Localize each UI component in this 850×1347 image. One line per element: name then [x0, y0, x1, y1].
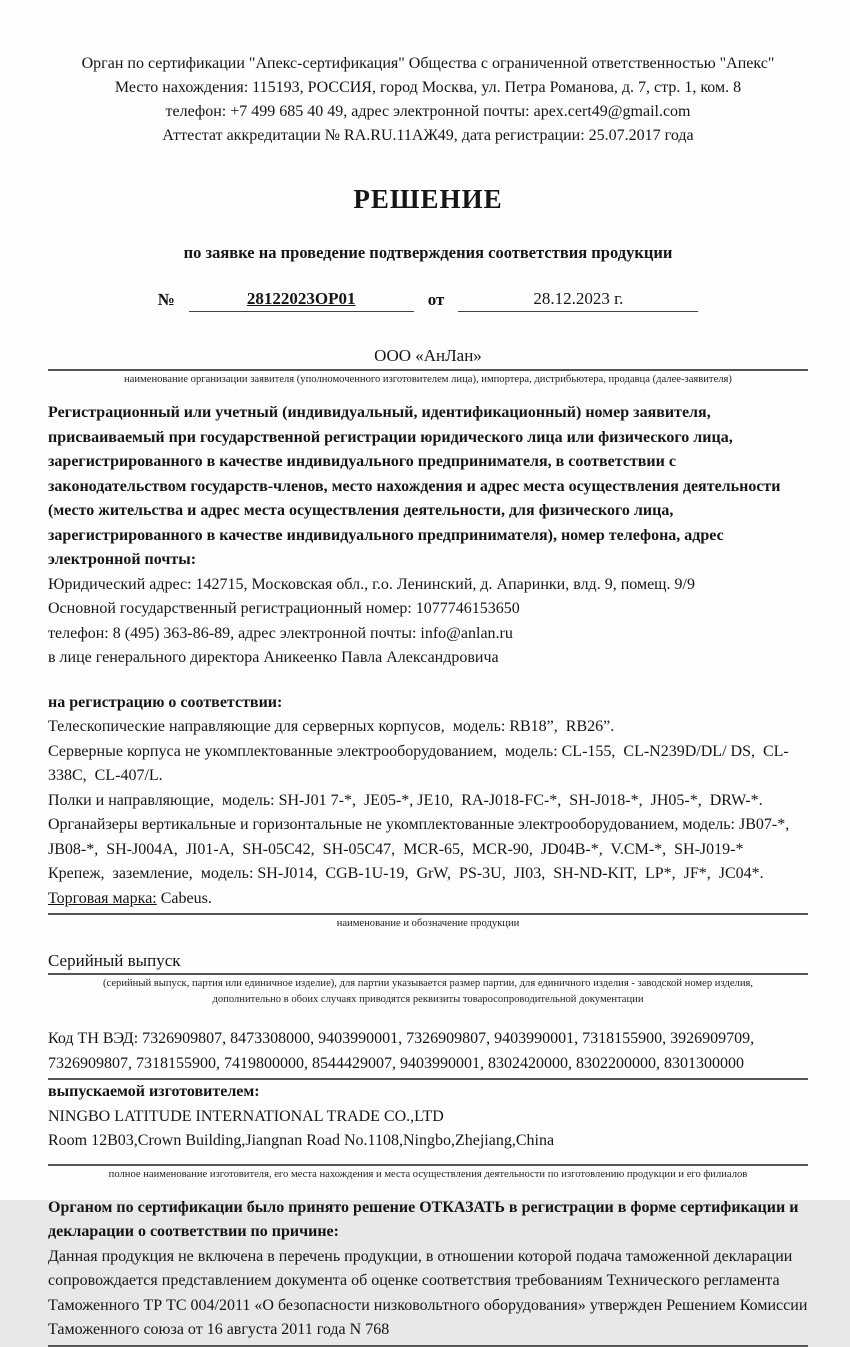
- page-title: РЕШЕНИЕ: [353, 184, 503, 214]
- manufacturer-address: Room 12B03,Crown Building,Jiangnan Road No.1108,Ningbo,Zhejiang,China: [48, 1129, 808, 1166]
- products-field-caption: наименование и обозначение продукции: [336, 918, 520, 929]
- date-label: от: [427, 290, 445, 309]
- certification-body-header: [48, 52, 808, 148]
- director-line: в лице генерального директора Аникеенко Павла Александровича: [48, 649, 499, 666]
- serial-production-field: Серийный выпуск: [48, 951, 808, 975]
- product-line-shelves-organizers: Полки и направляющие, модель: SH-J01 7-*, JE05-*, JE10, RA-J018-FC-*, SH-J018-*, JH05-*, DRW-*. Органайзеры вертикальные и горизонтальные не укомплектованные электрооборудованием, модель: JB07-*, JB08-*, SH-J004A, JI01-A, SH-05C42, SH-05C47, MCR-65, MCR-90, JD04B-*, V.CM-*, SH-J019-*: [48, 791, 798, 858]
- cert-body-contacts: телефон: +7 499 685 40 49, адрес электронной почты: apex.cert49@gmail.com: [165, 103, 691, 120]
- manufacturer-field-caption: полное наименование изготовителя, его места нахождения и места осуществления деятельности по изготовлению продукции и его филиалов: [108, 1168, 748, 1180]
- document-number-value: 28122023ОР01: [246, 289, 356, 308]
- legal-address-line: Юридический адрес: 142715, Московская обл., г.о. Ленинский, д. Апаринки, влд. 9, помещ. 9/9: [48, 575, 695, 593]
- product-line-rails: Телескопические направляющие для серверных корпусов, модель: RB18”, RB26”.: [48, 718, 615, 735]
- number-label: №: [157, 290, 175, 309]
- applicant-field-caption: наименование организации заявителя (уполномоченного изготовителем лица), импортера, дистрибьютера, продавца (далее-заявителя): [124, 374, 732, 385]
- fasteners-models: Крепеж, заземление, модель: SH-J014, CGB-1U-19, GrW, PS-3U, JI03, SH-ND-KIT, LP*, JF*, JC04*.: [48, 865, 768, 882]
- trademark-label: Торговая марка:: [48, 889, 157, 907]
- products-heading: на регистрацию о соответствии:: [48, 693, 283, 711]
- decision-reason: Данная продукция не включена в перечень продукции, в отношении которой подача таможенной декларации сопровождается представлением документа об оценке соответствия требованиям Технического регламента Таможенного ТР ТС 004/2011 «О безопасности низковольтного оборудования» утвержден Решением Комиссии Таможенного союза от 16 августа 2011 года N 768: [48, 1245, 808, 1347]
- manufacturer-heading: выпускаемой изготовителем:: [48, 1083, 260, 1100]
- document-number-row: [48, 289, 808, 312]
- ogrn-line: Основной государственный регистрационный номер: 1077746153650: [48, 600, 520, 617]
- applicant-name-field: ООО «АнЛан»: [48, 346, 808, 371]
- cert-body-accreditation: Аттестат аккредитации № RA.RU.11АЖ49, дата регистрации: 25.07.2017 года: [162, 127, 694, 144]
- serial-field-caption-line1: (серийный выпуск, партия или единичное изделие), для партии указывается размер партии, для единичного изделия - заводской номер изделия,: [102, 978, 754, 989]
- manufacturer-name: NINGBO LATITUDE INTERNATIONAL TRADE CO.,LTD: [48, 1107, 444, 1125]
- document-number-field: [189, 289, 414, 312]
- cert-body-name: Орган по сертификации "Апекс-сертификация" Общества с ограниченной ответственностью "Апекс": [81, 55, 775, 72]
- product-line-fasteners: [48, 862, 808, 915]
- trademark-value: Cabeus.: [156, 889, 212, 907]
- registration-requirements-paragraph: Регистрационный или учетный (индивидуальный, идентификационный) номер заявителя, присваиваемый при государственной регистрации юридического лица или физического лица, зарегистрированного в качестве индивидуального предпринимателя, в соответствии с законодательством государств-членов, место нахождения и адрес места осуществления деятельности (место жительства и адрес места осуществления деятельности, для физического лица, зарегистрированного в качестве индивидуального предпринимателя), номер телефона, адрес электронной почты:: [48, 404, 781, 568]
- page-subtitle: по заявке на проведение подтверждения соответствия продукции: [183, 243, 673, 262]
- cert-body-address: Место нахождения: 115193, РОССИЯ, город Москва, ул. Петра Романова, д. 7, стр. 1, ком. 8: [114, 79, 742, 96]
- product-line-cases: Серверные корпуса не укомплектованные электрооборудованием, модель: CL-155, CL-N239D/DL/ DS, CL-338C, CL-407/L.: [48, 742, 789, 784]
- tnved-codes-paragraph: Код ТН ВЭД: 7326909807, 8473308000, 9403990001, 7326909807, 9403990001, 7318155900, 3926909709, 7326909807, 7318155900, 7419800000, 8544429007, 9403990001, 8302420000, 8302200000, 8301300000: [48, 1027, 808, 1080]
- document-date-value: 28.12.2023 г.: [533, 289, 624, 308]
- serial-field-caption-line2: дополнительно в обоих случаях приводятся реквизиты товаросопроводительной документации: [212, 994, 644, 1005]
- document-date-field: [458, 289, 698, 312]
- decision-statement: Органом по сертификации было принято решение ОТКАЗАТЬ в регистрации в форме сертификации и декларации о соответствии по причине:: [48, 1198, 799, 1240]
- applicant-phone-email-line: телефон: 8 (495) 363-86-89, адрес электронной почты: info@anlan.ru: [48, 624, 513, 642]
